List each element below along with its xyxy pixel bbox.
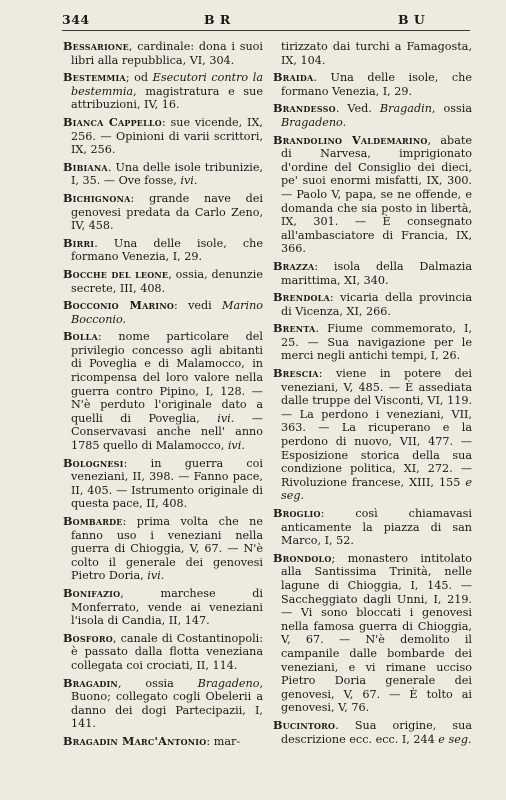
entry-headword: Bocche del leone: [63, 266, 169, 281]
index-entry: [63, 587, 263, 628]
entry-headword: Bragadin Marc'Antonio: [63, 733, 207, 748]
entry-headword: Bombarde: [63, 514, 123, 528]
entry-italic-text: ivi.: [180, 174, 198, 188]
entry-text: — Conservavasi anche nell' anno 1785 quello di Malamocco,: [71, 411, 263, 453]
index-entry: [63, 299, 263, 326]
entry-headword: Bucintoro: [273, 717, 336, 732]
entry-text: , marchese di Monferrato, vende ai veneziani l'isola di Candia, II, 147.: [71, 586, 263, 628]
entry-italic-text: Bragadin: [379, 102, 432, 116]
entry-headword: Brondolo: [273, 550, 332, 565]
index-entry: [63, 457, 263, 511]
right-column: [273, 40, 472, 750]
index-entry: [63, 161, 263, 188]
entry-text: , canale di Costantinopoli: è passato dalla flotta veneziana collegata coi crociati, II, 114.: [71, 631, 263, 672]
entry-headword: Bolla: [63, 329, 98, 344]
index-entry: [63, 116, 263, 157]
entry-headword: Brandolino Valdemarino: [273, 132, 428, 147]
right-running-head: B U: [398, 12, 426, 27]
entry-text: , cardinale: dona i suoi libri alla repubblica, VI, 304.: [71, 40, 263, 67]
index-entry: [273, 552, 472, 715]
entry-text: ; monastero intitolato alla Santissima Trinità, nelle lagune di Chioggia, I, 145. — Saccheggiato dagli Unni, I, 219. — Vi sono bloccati i genovesi nella famosa guerra di Chioggia, V, 67. — N'è demolito il campanile dalle bombarde dei veneziani, e vi rimane ucciso Pietro Doria generale dei genovesi, V, 67. — È tolto ai genovesi, V, 76.: [281, 551, 472, 715]
index-entry: [63, 330, 263, 452]
index-entry: [273, 260, 472, 287]
entry-text: , magistratura e sue attribuzioni, IV, 16.: [71, 84, 263, 112]
entry-text: : vedi: [174, 299, 223, 313]
entry-text: : vicaria della provincia di Vicenza, XI, 266.: [281, 291, 472, 318]
entry-headword: Brandesso: [273, 101, 336, 116]
entry-headword: Bonifazio: [63, 585, 121, 600]
entry-italic-text: Marino Bocconio.: [71, 299, 264, 326]
index-entry: [63, 677, 263, 731]
entry-text: : viene in potere dei veneziani, V, 485. — È assediata dalle truppe del Visconti, VI, 119. — La perdono i veneziani, VII, 363. — La ricuperano e la perdono di nuovo, VII, 477. — Esposizione storica della sua condizione politica, XI, 272. — Rivoluzione francese, XIII, 155: [281, 367, 472, 489]
index-entry: [273, 102, 472, 129]
entry-text: . Una delle isole tribunizie, I, 35. — Ove fosse,: [71, 160, 263, 188]
index-entry: [63, 237, 263, 264]
index-entry: [63, 735, 263, 749]
entry-headword: Bocconio Marino: [63, 298, 175, 313]
entry-text: , Buono; collegato cogli Obelerii a danno dei dogi Partecipazii, I, 141.: [71, 676, 263, 731]
index-entry: [273, 40, 472, 67]
entry-text: ; od: [125, 71, 153, 85]
entry-italic-text: ivi.: [217, 411, 235, 425]
entry-headword: Braida: [273, 70, 314, 85]
page-number: 344: [62, 12, 90, 27]
entry-headword: Bestemmia: [63, 70, 126, 85]
index-entry: [273, 322, 472, 363]
entry-headword: Bosforo: [63, 630, 113, 645]
entry-headword: Brescia: [273, 366, 319, 381]
entry-text: : isola della Dalmazia marittima, XI, 340.: [281, 259, 472, 287]
entry-italic-text: ivi.: [147, 569, 165, 583]
index-entry: [273, 719, 472, 746]
entry-text: . Una delle isole, che formano Venezia, I, 29.: [71, 236, 263, 264]
entry-text: tirizzato dai turchi a Famagosta, IX, 104.: [281, 40, 472, 67]
entry-headword: Brenta: [273, 321, 316, 336]
entry-text: : prima volta che ne fanno uso i veneziani nella guerra di Chioggia, V, 67. — N'è colto il generale dei genovesi Pietro Doria,: [71, 515, 263, 583]
entry-text: . Una delle isole, che formano Venezia, I, 29.: [281, 71, 472, 98]
index-entry: [63, 515, 263, 583]
entry-italic-text: ivi.: [227, 439, 245, 453]
entry-headword: Bibiana: [63, 159, 108, 174]
entry-text: . Ved.: [335, 102, 380, 116]
left-column: [63, 40, 263, 753]
entry-headword: Brendola: [273, 290, 330, 305]
header-rule: [62, 30, 470, 31]
index-entry: [273, 291, 472, 318]
entry-text: : sue vicende, IX, 256. — Opinioni di varii scrittori, IX, 256.: [71, 115, 263, 157]
entry-headword: Brazza: [273, 258, 315, 273]
left-running-head: B R: [204, 12, 231, 27]
entry-text: , abate di Narvesa, imprigionato d'ordine del Consiglio dei dieci, pe' suoi enormi misfatti, IX, 300. — Paolo V, papa, se ne offende, e domanda che sia posto in libertà, IX, 301. — È consegnato all'ambasciatore di Francia, IX, 366.: [281, 133, 472, 256]
running-header: [62, 12, 476, 32]
entry-headword: Birri: [63, 235, 95, 250]
entry-italic-text: Esecutori contro la bestemmia: [71, 71, 263, 98]
entry-text: : mar-: [206, 734, 241, 748]
entry-text: : in guerra coi veneziani, II, 398. — Fanno pace, II, 405. — Istrumento originale di questa pace, II, 408.: [71, 456, 263, 511]
index-entry: [273, 134, 472, 256]
entry-headword: Bianca Cappello: [63, 114, 162, 129]
index-entry: [63, 71, 263, 112]
index-entry: [63, 40, 263, 67]
index-entry: [63, 192, 263, 233]
entry-headword: Broglio: [273, 506, 321, 520]
entry-headword: Bessarione: [63, 39, 129, 53]
entry-italic-text: e seg.: [281, 475, 472, 503]
index-entry: [273, 367, 472, 503]
entry-text: . Fiume commemorato, I, 25. — Sua navigazione per le merci negli antichi tempi, I, 26.: [281, 322, 472, 363]
index-entry: [273, 71, 472, 98]
entry-text: , ossia: [117, 676, 198, 690]
entry-text: : così chiamavasi anticamente la piazza di san Marco, I, 52.: [281, 507, 472, 548]
index-entry: [63, 632, 263, 673]
index-entry: [63, 268, 263, 295]
entry-italic-text: Bragadeno: [197, 676, 260, 690]
entry-text: : nome particolare del privilegio concesso agli abitanti di Poveglia e di Malamocco, in ricompensa del loro valore nella guerra contro Pipino, I, 128. — N'è perduto l'originale dato a quelli di Poveglia,: [71, 330, 263, 425]
entry-headword: Bolognesi: [63, 455, 124, 470]
entry-headword: Bragadin: [63, 675, 118, 690]
entry-text: , ossia: [431, 102, 472, 116]
entry-headword: Bichignona: [63, 190, 131, 205]
entry-text: . Sua origine, sua descrizione ecc. ecc. I, 244: [281, 718, 472, 746]
entry-text: : grande nave dei genovesi predata da Carlo Zeno, IV, 458.: [71, 191, 263, 233]
entry-italic-text: e seg.: [438, 732, 472, 746]
entry-text: , ossia, denunzie secrete, III, 408.: [71, 267, 263, 295]
entry-italic-text: Bragadeno.: [281, 115, 347, 129]
index-entry: [273, 507, 472, 548]
